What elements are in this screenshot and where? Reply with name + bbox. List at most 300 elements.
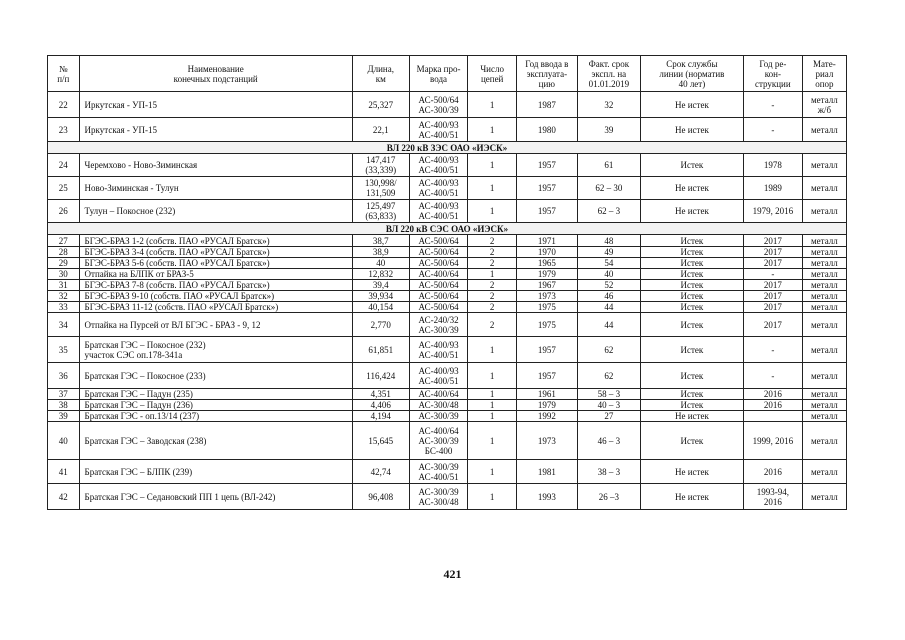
cell-reconstruction [743, 280, 802, 291]
cell-service-term [577, 302, 640, 313]
cell-service-term-line: 52 [604, 280, 614, 290]
table-row [48, 411, 847, 422]
cell-material-line: металл [810, 124, 838, 135]
cell-circuits-line: 1 [489, 99, 495, 110]
cell-year-line: 1957 [537, 206, 556, 216]
cell-life [640, 118, 743, 142]
cell-circuits [468, 422, 516, 460]
cell-reconstruction [743, 484, 802, 510]
cell-service-term [577, 235, 640, 247]
cell-num-line: 34 [58, 319, 68, 330]
cell-reconstruction [743, 411, 802, 422]
cell-length-line: 38,7 [372, 235, 389, 246]
cell-service-term [577, 363, 640, 389]
cell-reconstruction-line: 2016 [763, 496, 782, 507]
cell-life [640, 411, 743, 422]
cell-name-line: Братская ГЭС – Седановский ПП 1 цепь (ВЛ-242) [84, 491, 276, 502]
cell-material [802, 313, 846, 337]
cell-reconstruction [743, 92, 802, 118]
cell-circuits-line: 2 [489, 291, 495, 301]
cell-wire-line: АС-400/93 [418, 339, 459, 350]
cell-num [48, 460, 80, 484]
cell-material [802, 280, 846, 291]
cell-wire [409, 411, 468, 422]
table-row [48, 280, 847, 291]
cell-year [516, 337, 577, 363]
cell-circuits-line: 1 [489, 206, 495, 216]
header-reconstruction [743, 56, 802, 92]
cell-life-line: Не истек [674, 124, 709, 135]
cell-life [640, 280, 743, 291]
cell-length-line: 4,194 [370, 411, 391, 421]
cell-name-line: БГЭС-БРАЗ 3-4 (собств. ПАО «РУСАЛ Братск») [84, 247, 270, 257]
cell-material [802, 302, 846, 313]
cell-length [352, 177, 409, 200]
cell-material-line: металл [810, 280, 838, 290]
cell-length [352, 302, 409, 313]
cell-num [48, 92, 80, 118]
cell-service-term [577, 460, 640, 484]
cell-num-line: 33 [58, 302, 68, 312]
cell-material [802, 177, 846, 200]
cell-material-line: металл [810, 435, 838, 446]
cell-wire-line: БС-400 [424, 445, 453, 456]
cell-length-line: 61,851 [368, 344, 394, 355]
cell-name [79, 200, 352, 223]
cell-life [640, 400, 743, 411]
cell-life-line: Не истек [674, 99, 709, 110]
cell-year [516, 363, 577, 389]
cell-life-line: Не истек [674, 206, 709, 216]
header-material [802, 56, 846, 92]
cell-num [48, 154, 80, 177]
cell-year-line: 1957 [537, 160, 556, 170]
header-circuits-line: цепей [480, 73, 504, 84]
cell-length-line: 15,645 [368, 435, 394, 446]
cell-circuits [468, 389, 516, 400]
cell-length [352, 400, 409, 411]
cell-circuits-line: 1 [489, 466, 495, 477]
table-row [48, 484, 847, 510]
header-wire-line: вода [430, 73, 448, 84]
cell-reconstruction-line: - [771, 344, 775, 355]
cell-wire-line: АС-400/64 [418, 269, 459, 279]
cell-length [352, 280, 409, 291]
cell-reconstruction-line: 1978 [763, 160, 782, 170]
cell-length-line: 38,9 [372, 247, 389, 257]
cell-num [48, 258, 80, 269]
cell-num [48, 235, 80, 247]
table-row [48, 313, 847, 337]
cell-reconstruction [743, 269, 802, 280]
cell-material-line: металл [810, 235, 838, 246]
cell-num-line: 39 [58, 411, 68, 421]
cell-service-term [577, 177, 640, 200]
cell-wire [409, 92, 468, 118]
cell-life [640, 460, 743, 484]
cell-reconstruction [743, 247, 802, 258]
cell-life [640, 154, 743, 177]
cell-name [79, 235, 352, 247]
header-reconstruction-line: кон- [764, 68, 781, 79]
cell-wire-line: АС-500/64 [418, 258, 459, 268]
header-year-line: Год ввода в [525, 58, 569, 69]
cell-name [79, 280, 352, 291]
cell-service-term [577, 280, 640, 291]
cell-circuits [468, 280, 516, 291]
cell-name [79, 258, 352, 269]
cell-wire-line: АС-400/51 [418, 349, 459, 360]
cell-wire-line: АС-400/93 [418, 178, 459, 188]
cell-length-line: 4,406 [370, 400, 391, 410]
header-year-line: цию [538, 78, 555, 89]
cell-num-line: 36 [58, 370, 68, 381]
cell-year-line: 1975 [537, 302, 556, 312]
document-sheet [47, 55, 847, 510]
cell-life-line: Истек [680, 435, 704, 446]
table-row [48, 269, 847, 280]
cell-num [48, 247, 80, 258]
cell-circuits-line: 2 [489, 247, 495, 257]
cell-length [352, 460, 409, 484]
cell-wire [409, 313, 468, 337]
cell-life-line: Не истек [674, 183, 709, 193]
cell-circuits [468, 118, 516, 142]
cell-service-term [577, 337, 640, 363]
cell-service-term-line: 38 – 3 [597, 466, 621, 477]
cell-reconstruction-line: 1979, 2016 [752, 206, 794, 216]
cell-circuits [468, 258, 516, 269]
cell-name-line: Отпайка на БЛПК от БРАЗ-5 [84, 269, 194, 279]
cell-reconstruction-line: - [771, 99, 775, 110]
table-row [48, 92, 847, 118]
cell-num [48, 118, 80, 142]
cell-life-line: Истек [680, 291, 704, 301]
cell-num [48, 411, 80, 422]
cell-material [802, 337, 846, 363]
cell-year-line: 1979 [537, 400, 556, 410]
table-row [48, 118, 847, 142]
cell-material-line: металл [810, 389, 838, 399]
cell-circuits [468, 460, 516, 484]
cell-num-line: 24 [58, 160, 68, 170]
page-number: 421 [443, 567, 462, 581]
cell-material [802, 235, 846, 247]
cell-wire-line: АС-400/93 [418, 201, 459, 211]
cell-reconstruction-line: 2017 [763, 291, 782, 301]
section-row [48, 142, 847, 154]
cell-material [802, 422, 846, 460]
cell-num [48, 400, 80, 411]
cell-material-line: металл [810, 160, 838, 170]
cell-name-line: Иркутская - УП-15 [84, 124, 158, 135]
power-lines-table [47, 55, 847, 510]
cell-reconstruction-line: 1989 [763, 183, 782, 193]
cell-material-line: металл [810, 291, 838, 301]
cell-year [516, 269, 577, 280]
cell-length-line: 116,424 [366, 370, 396, 381]
cell-service-term [577, 269, 640, 280]
cell-service-term [577, 400, 640, 411]
cell-name [79, 313, 352, 337]
cell-name [79, 247, 352, 258]
header-wire-line: Марка про- [416, 63, 461, 74]
cell-wire [409, 460, 468, 484]
cell-num-line: 25 [58, 183, 68, 193]
header-wire [409, 56, 468, 92]
table-row [48, 389, 847, 400]
cell-reconstruction-line: 2017 [763, 235, 782, 246]
cell-circuits-line: 1 [489, 435, 495, 446]
cell-wire-line: АС-400/51 [418, 375, 459, 386]
cell-reconstruction [743, 177, 802, 200]
cell-service-term-line: 62 – 3 [597, 206, 621, 216]
cell-name [79, 177, 352, 200]
cell-reconstruction [743, 200, 802, 223]
cell-num-line: 41 [58, 466, 68, 477]
table-row [48, 235, 847, 247]
cell-reconstruction [743, 118, 802, 142]
cell-life [640, 200, 743, 223]
cell-life-line: Истек [680, 389, 704, 399]
cell-num [48, 302, 80, 313]
cell-service-term-line: 62 – 30 [595, 183, 623, 193]
header-num-line: № [58, 63, 68, 74]
cell-wire-line: АС-300/39 [418, 486, 459, 497]
cell-name-line: БГЭС-БРАЗ 9-10 (собств. ПАО «РУСАЛ Братск») [84, 291, 275, 301]
cell-num-line: 22 [58, 99, 68, 110]
cell-circuits [468, 337, 516, 363]
cell-num-line: 28 [58, 247, 68, 257]
cell-reconstruction [743, 389, 802, 400]
cell-name [79, 411, 352, 422]
cell-life [640, 269, 743, 280]
cell-material [802, 154, 846, 177]
cell-length-line: 130,998/ [364, 178, 397, 188]
cell-circuits [468, 363, 516, 389]
cell-wire [409, 389, 468, 400]
cell-service-term-line: 44 [604, 319, 614, 330]
cell-wire-line: АС-500/64 [418, 280, 459, 290]
cell-name [79, 337, 352, 363]
cell-year-line: 1987 [537, 99, 556, 110]
cell-year-line: 1981 [537, 466, 556, 477]
cell-life [640, 92, 743, 118]
cell-circuits-line: 1 [489, 400, 495, 410]
cell-year-line: 1965 [537, 258, 556, 268]
cell-circuits-line: 1 [489, 160, 495, 170]
header-life-line: линии (норматив [659, 68, 725, 79]
table-row [48, 200, 847, 223]
cell-name-line: Тулун – Покосное (232) [84, 206, 176, 216]
cell-year-line: 1957 [537, 344, 556, 355]
cell-life [640, 484, 743, 510]
cell-year [516, 389, 577, 400]
cell-year-line: 1992 [537, 411, 556, 421]
table-row [48, 400, 847, 411]
cell-circuits [468, 247, 516, 258]
cell-service-term-line: 44 [604, 302, 614, 312]
cell-name-line: Братская ГЭС – БЛПК (239) [84, 466, 193, 477]
cell-life-line: Истек [680, 370, 704, 381]
cell-material-line: металл [810, 370, 838, 381]
cell-material [802, 200, 846, 223]
cell-service-term-line: 40 [604, 269, 614, 279]
header-material-line: риал [815, 68, 834, 79]
cell-material [802, 291, 846, 302]
cell-name [79, 460, 352, 484]
cell-year [516, 400, 577, 411]
cell-reconstruction [743, 235, 802, 247]
cell-wire-line: АС-240/32 [418, 314, 459, 325]
cell-year-line: 1971 [537, 235, 556, 246]
cell-life [640, 422, 743, 460]
cell-wire [409, 118, 468, 142]
cell-length-line: 42,74 [370, 466, 391, 477]
cell-service-term-line: 61 [604, 160, 614, 170]
cell-num [48, 389, 80, 400]
cell-reconstruction [743, 291, 802, 302]
cell-length-line: 39,934 [368, 291, 394, 301]
cell-service-term-line: 54 [604, 258, 614, 268]
cell-circuits-line: 2 [489, 302, 495, 312]
cell-length-line: 12,832 [368, 269, 394, 279]
cell-reconstruction [743, 313, 802, 337]
cell-wire [409, 177, 468, 200]
cell-num [48, 200, 80, 223]
cell-wire [409, 337, 468, 363]
cell-service-term [577, 484, 640, 510]
cell-num [48, 337, 80, 363]
cell-service-term [577, 389, 640, 400]
cell-year-line: 1973 [537, 435, 556, 446]
table-row [48, 337, 847, 363]
cell-length [352, 313, 409, 337]
cell-wire-line: АС-400/51 [418, 471, 459, 482]
cell-wire-line: АС-400/93 [418, 365, 459, 376]
cell-wire-line: АС-300/39 [418, 461, 459, 472]
cell-life-line: Не истек [674, 411, 709, 421]
cell-name-line: Братская ГЭС – Покосное (232) [84, 339, 206, 350]
cell-length [352, 363, 409, 389]
cell-reconstruction [743, 337, 802, 363]
cell-life-line: Истек [680, 319, 704, 330]
cell-service-term [577, 92, 640, 118]
cell-reconstruction [743, 422, 802, 460]
table-row [48, 154, 847, 177]
cell-year [516, 422, 577, 460]
cell-wire-line: АС-300/39 [418, 435, 459, 446]
cell-circuits-line: 2 [489, 280, 495, 290]
cell-name [79, 302, 352, 313]
cell-length-line: 4,351 [370, 389, 391, 399]
cell-length [352, 118, 409, 142]
cell-material-line: металл [810, 491, 838, 502]
cell-name [79, 118, 352, 142]
header-name-line: Наименование [187, 63, 244, 74]
header-length-line: км [375, 73, 386, 84]
cell-material [802, 484, 846, 510]
cell-wire [409, 302, 468, 313]
cell-material [802, 363, 846, 389]
cell-service-term-line: 58 – 3 [597, 389, 621, 399]
cell-material [802, 400, 846, 411]
cell-wire [409, 400, 468, 411]
cell-life [640, 337, 743, 363]
cell-reconstruction-line: 2017 [763, 302, 782, 312]
cell-num-line: 31 [58, 280, 68, 290]
cell-circuits [468, 177, 516, 200]
cell-reconstruction-line: 2016 [763, 466, 782, 477]
cell-num-line: 42 [58, 491, 68, 502]
cell-num-line: 30 [58, 269, 68, 279]
cell-reconstruction [743, 258, 802, 269]
cell-length [352, 247, 409, 258]
cell-name-line: Братская ГЭС – Падун (236) [84, 400, 193, 410]
cell-wire-line: АС-400/51 [418, 188, 459, 198]
cell-wire [409, 422, 468, 460]
cell-wire [409, 269, 468, 280]
cell-circuits [468, 291, 516, 302]
cell-service-term-line: 62 [604, 344, 614, 355]
cell-wire-line: АС-300/39 [418, 104, 459, 115]
cell-reconstruction [743, 302, 802, 313]
cell-length-line: 22,1 [372, 124, 389, 135]
cell-reconstruction-line: 2017 [763, 247, 782, 257]
cell-material-line: металл [810, 466, 838, 477]
header-circuits [468, 56, 516, 92]
cell-reconstruction-line: - [771, 269, 775, 279]
cell-year [516, 313, 577, 337]
cell-wire [409, 258, 468, 269]
header-name [79, 56, 352, 92]
cell-material-line: металл [810, 269, 838, 279]
cell-length-line: 2,770 [370, 319, 391, 330]
cell-life-line: Истек [680, 280, 704, 290]
cell-wire-line: АС-500/64 [418, 291, 459, 301]
cell-circuits-line: 1 [489, 411, 495, 421]
header-reconstruction-line: Год ре- [759, 58, 787, 69]
cell-life-line: Истек [680, 302, 704, 312]
cell-year-line: 1980 [537, 124, 556, 135]
cell-num [48, 177, 80, 200]
header-circuits-line: Число [480, 63, 504, 74]
cell-wire [409, 235, 468, 247]
cell-circuits [468, 200, 516, 223]
cell-wire-line: АС-400/51 [418, 211, 459, 221]
cell-num [48, 269, 80, 280]
cell-life-line: Истек [680, 160, 704, 170]
cell-service-term [577, 422, 640, 460]
cell-life-line: Истек [680, 247, 704, 257]
cell-num-line: 27 [58, 235, 68, 246]
cell-life-line: Истек [680, 258, 704, 268]
header-length [352, 56, 409, 92]
header-year-line: эксплуата- [526, 68, 568, 79]
cell-reconstruction-line: 2017 [763, 280, 782, 290]
table-header-row [48, 56, 847, 92]
cell-circuits-line: 1 [489, 389, 495, 399]
cell-year [516, 258, 577, 269]
cell-reconstruction [743, 363, 802, 389]
cell-circuits [468, 411, 516, 422]
cell-name-line: Отпайка на Пурсей от ВЛ БГЭС - БРАЗ - 9, 12 [84, 319, 261, 330]
table-row [48, 247, 847, 258]
cell-wire [409, 484, 468, 510]
cell-life-line: Истек [680, 344, 704, 355]
cell-num-line: 26 [58, 206, 68, 216]
cell-circuits [468, 154, 516, 177]
